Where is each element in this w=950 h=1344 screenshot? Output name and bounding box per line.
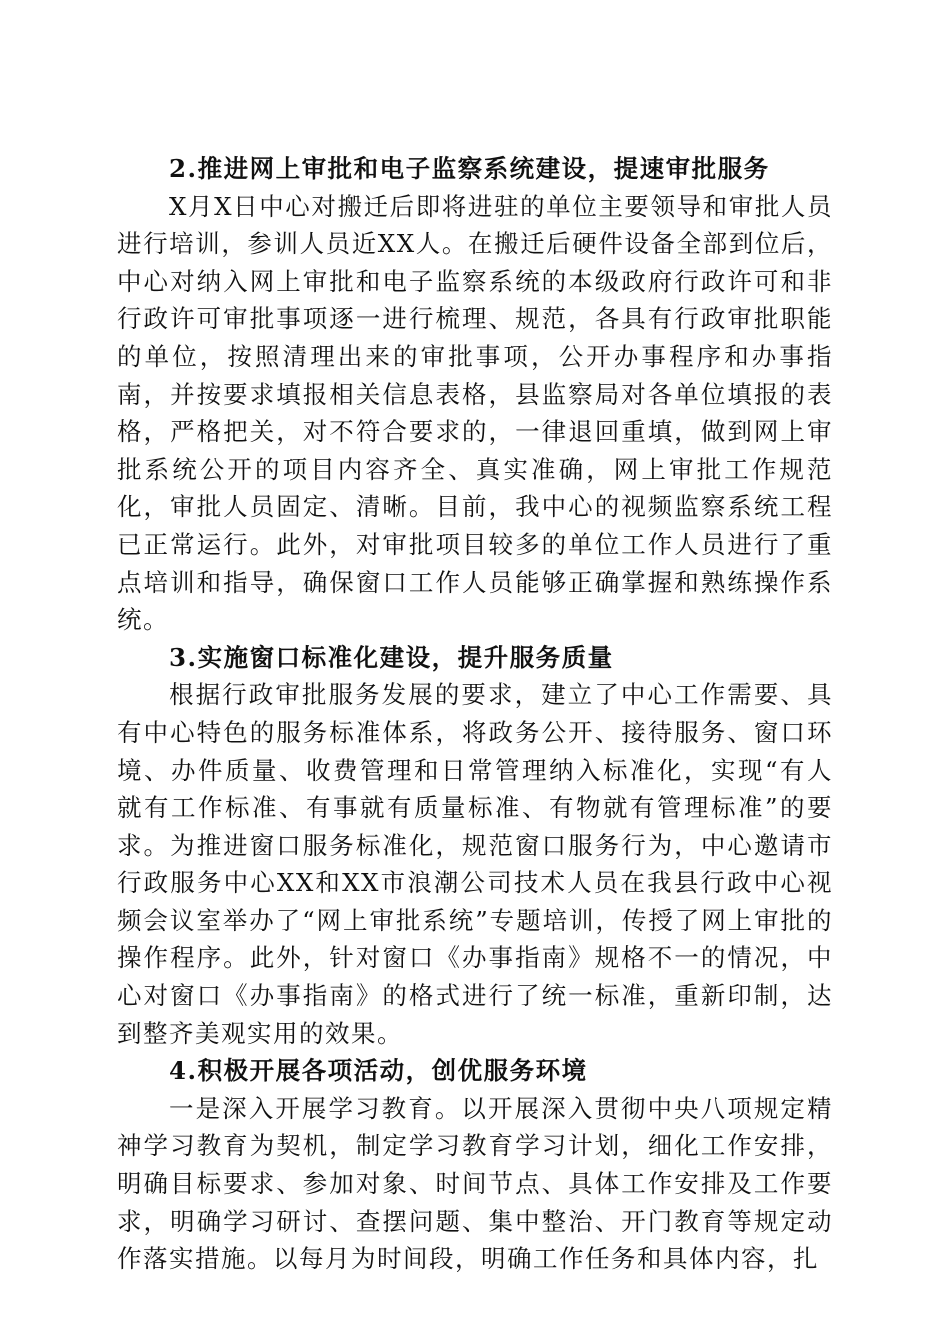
section-heading-3: 3.实施窗口标准化建设，提升服务质量 [169,642,614,672]
section-heading-2: 2.推进网上审批和电子监察系统建设，提速审批服务 [169,154,770,183]
section-2-paragraph: X月X日中心对搬迁后即将进驻的单位主要领导和审批人员进行培训，参训人员近XX人。在搬迁后硬件设备全部到位后，中心对纳入网上审批和电子监察系统的本级政府行政许可和非行政许可审批事项逐一进行梳理、规范，各具有行政审批职能的单位，按照清理出来的审批事项，公开办事程序和办事指南，并按要求填报相关信息表格，县监察局对各单位填报的表格，严格把关，对不符合要求的，一律退回重填，做到网上审批系统公开的项目内容齐全、真实准确，网上审批工作规范化，审批人员固定、清晰。目前，我中心的视频监察系统工程已正常运行。此外，对审批项目较多的单位工作人员进行了重点培训和指导，确保窗口工作人员能够正确掌握和熟练操作系统。 [117,191,833,635]
section-heading-4: 4.积极开展各项活动，创优服务环境 [169,1056,588,1086]
section-4-paragraph: 一是深入开展学习教育。以开展深入贯彻中央八项规定精神学习教育为契机，制定学习教育学习计划，细化工作安排，明确目标要求、参加对象、时间节点、具体工作安排及工作要求，明确学习研讨、查摆问题、集中整治、开门教育等规定动作落实措施。以每月为时间段，明确工作任务和具体内容，扎 [117,1093,833,1274]
document-body [117,150,833,1278]
section-3-paragraph: 根据行政审批服务发展的要求，建立了中心工作需要、具有中心特色的服务标准体系，将政务公开、接待服务、窗口环境、办件质量、收费管理和日常管理纳入标准化，实现“有人就有工作标准、有事就有质量标准、有物就有管理标准”的要求。为推进窗口服务标准化，规范窗口服务行为，中心邀请市行政服务中心XX和XX市浪潮公司技术人员在我县行政中心视频会议室举办了“网上审批系统”专题培训，传授了网上审批的操作程序。此外，针对窗口《办事指南》规格不一的情况，中心对窗口《办事指南》的格式进行了统一标准，重新印制，达到整齐美观实用的效果。 [117,680,833,1048]
